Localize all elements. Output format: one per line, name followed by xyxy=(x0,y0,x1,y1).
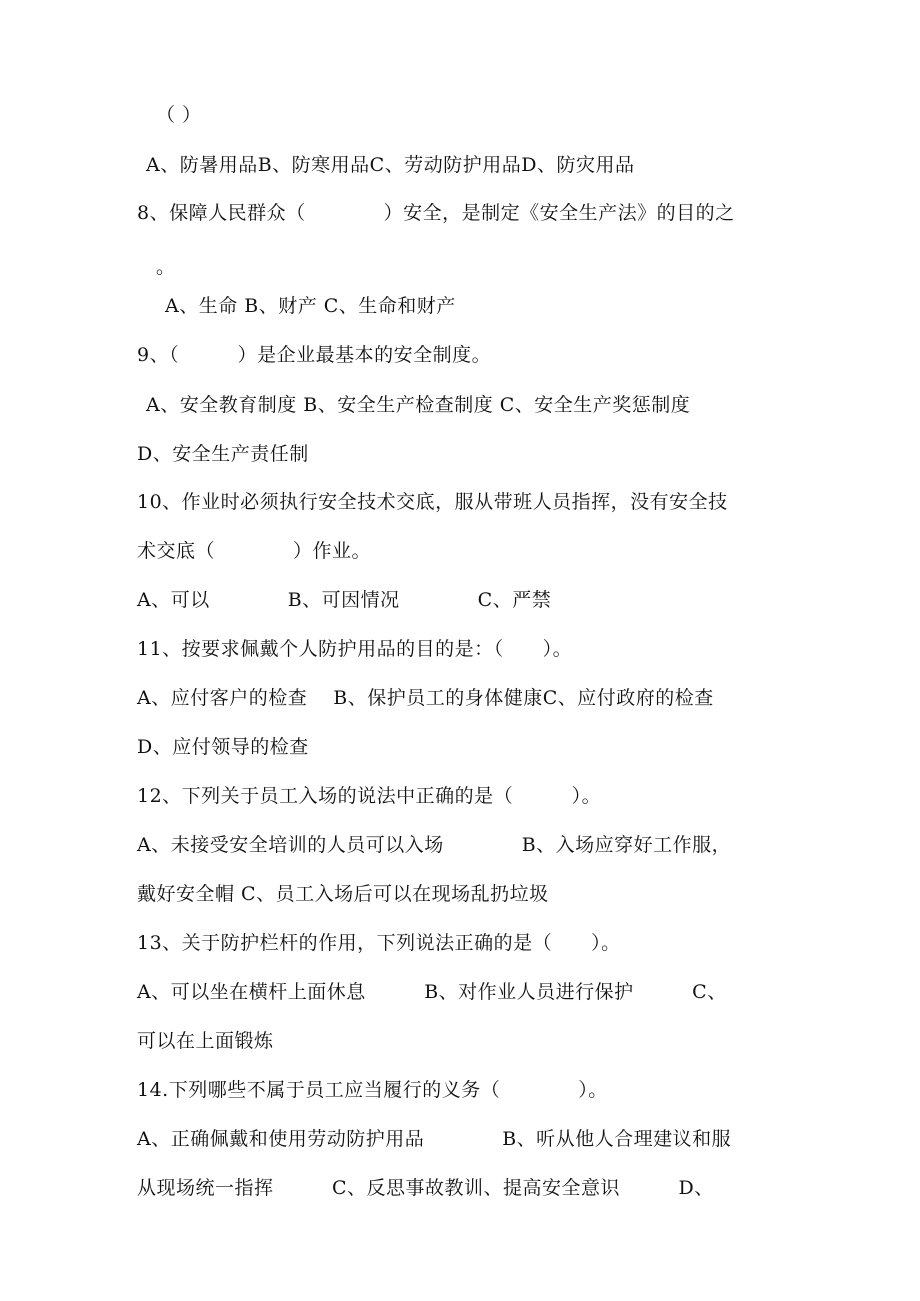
q8-question-end: 。 xyxy=(156,256,176,278)
q10-options: A、可以 B、可因情况 C、严禁 xyxy=(137,589,552,611)
q10-question-line2: 术交底（ ）作业。 xyxy=(137,540,372,562)
q13-options-line1: A、可以坐在横杆上面休息 B、对作业人员进行保护 C、 xyxy=(137,981,727,1003)
q11-options-line1: A、应付客户的检查 B、保护员工的身体健康C、应付政府的检查 xyxy=(137,687,714,709)
q12-question: 12、下列关于员工入场的说法中正确的是（ ）。 xyxy=(137,785,602,807)
q9-options-line2: D、安全生产责任制 xyxy=(137,443,309,465)
q9-options-line1: A、安全教育制度 B、安全生产检查制度 C、安全生产奖惩制度 xyxy=(146,394,691,416)
q14-question: 14.下列哪些不属于员工应当履行的义务（ ）。 xyxy=(137,1079,608,1101)
q11-question: 11、按要求佩戴个人防护用品的目的是：（ ）。 xyxy=(137,638,573,660)
q14-options-line2: 从现场统一指挥 C、反思事故教训、提高安全意识 D、 xyxy=(137,1177,714,1199)
q13-question: 13、关于防护栏杆的作用，下列说法正确的是（ ）。 xyxy=(137,932,621,954)
q8-question: 8、保障人民群众（ ）安全，是制定《安全生产法》的目的之 xyxy=(137,202,735,224)
q12-options-line2: 戴好安全帽 C、员工入场后可以在现场乱扔垃圾 xyxy=(137,883,549,905)
q11-options-line2: D、应付领导的检查 xyxy=(137,736,309,758)
q7-answer-blank: （ ） xyxy=(156,104,202,126)
q14-options-line1: A、正确佩戴和使用劳动防护用品 B、听从他人合理建议和服 xyxy=(137,1128,732,1150)
q13-options-line2: 可以在上面锻炼 xyxy=(137,1030,274,1052)
q8-options: A、生命 B、财产 C、生命和财产 xyxy=(165,295,456,317)
q12-options-line1: A、未接受安全培训的人员可以入场 B、入场应穿好工作服， xyxy=(137,834,732,856)
q10-question-line1: 10、作业时必须执行安全技术交底，服从带班人员指挥，没有安全技 xyxy=(137,491,728,513)
q9-question: 9、（ ）是企业最基本的安全制度。 xyxy=(137,344,492,366)
q7-options: A、防暑用品B、防寒用品C、劳动防护用品D、防灾用品 xyxy=(146,154,635,176)
